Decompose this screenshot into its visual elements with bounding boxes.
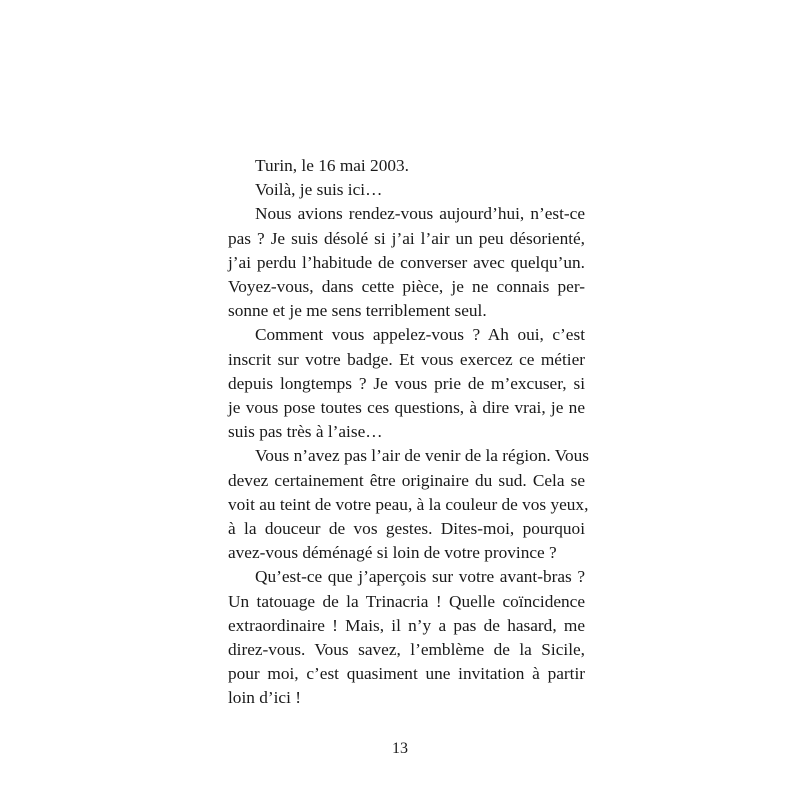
- text-line: sonne et je me sens terriblement seul.: [228, 301, 487, 321]
- text-line: Turin, le 16 mai 2003.: [255, 156, 409, 175]
- text-line: direz-vous. Vous savez, l’emblème de la Sicile,: [228, 640, 585, 660]
- text-line: Comment vous appelez-vous ? Ah oui, c’est: [255, 325, 585, 345]
- text-line: j’ai perdu l’habitude de converser avec quelqu’un.: [228, 252, 585, 272]
- text-line: suis pas très à l’aise…: [228, 422, 383, 442]
- text-line: Vous n’avez pas l’air de venir de la région. Vous: [255, 446, 590, 466]
- text-line: extraordinaire ! Mais, il n’y a pas de hasard, me: [228, 615, 585, 635]
- text-line: Un tatouage de la Trinacria ! Quelle coïncidence: [228, 591, 585, 611]
- text-line: je vous pose toutes ces questions, à dire vrai, je ne: [228, 398, 585, 418]
- body-text: [201, 154, 590, 711]
- text-line: Voilà, je suis ici…: [255, 180, 383, 200]
- text-line: à la douceur de vos gestes. Dites-moi, pourquoi: [228, 519, 585, 539]
- text-line: Nous avions rendez-vous aujourd’hui, n’est-ce: [255, 204, 585, 224]
- text-line: Qu’est-ce que j’aperçois sur votre avant-bras ?: [255, 567, 585, 587]
- paragraph-region: [201, 444, 590, 565]
- page-number: 13: [392, 740, 408, 757]
- text-line: pour moi, c’est quasiment une invitation à partir: [228, 664, 585, 684]
- text-line: avez-vous déménagé si loin de votre province ?: [228, 543, 557, 563]
- paragraph-date: [201, 154, 585, 178]
- paragraph-rendez-vous: [201, 202, 585, 323]
- text-line: pas ? Je suis désolé si j’ai l’air un peu désorienté,: [228, 228, 585, 248]
- text-line: depuis longtemps ? Je vous prie de m’excuser, si: [228, 373, 585, 393]
- text-line: loin d’ici !: [228, 688, 301, 708]
- text-line: voit au teint de votre peau, à la couleur de vos yeux,: [228, 494, 589, 514]
- text-line: devez certainement être originaire du sud. Cela se: [228, 470, 585, 490]
- text-line: inscrit sur votre badge. Et vous exercez ce métier: [228, 349, 585, 369]
- paragraph-voila: [201, 178, 585, 202]
- paragraph-appelez: [201, 323, 585, 444]
- paragraph-tatouage: [201, 565, 585, 710]
- text-line: Voyez-vous, dans cette pièce, je ne connais per-: [228, 277, 585, 297]
